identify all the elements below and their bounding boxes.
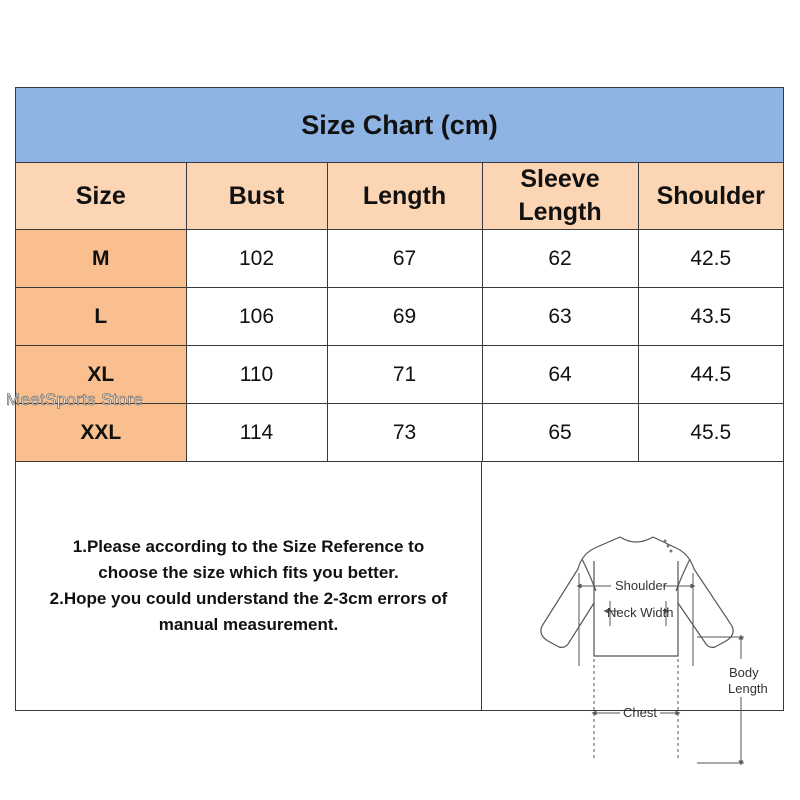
chart-title: Size Chart (cm)	[16, 88, 783, 163]
measurement-diagram	[482, 461, 783, 720]
header-shoulder: Shoulder	[638, 163, 783, 230]
diagram-label-chest: Chest	[623, 705, 657, 720]
header-sleeve-length	[482, 163, 638, 230]
size-cell: XL	[16, 346, 186, 404]
sleeve-cell: 63	[482, 288, 638, 346]
shoulder-cell: 45.5	[638, 404, 783, 462]
store-watermark: MeetSports Store	[6, 390, 144, 409]
note-line: 2.Hope you could understand the 2-3cm errors of	[49, 588, 448, 608]
bust-cell: 110	[186, 346, 327, 404]
table-row	[16, 404, 783, 462]
size-table	[16, 163, 783, 462]
length-cell: 67	[327, 230, 482, 288]
bust-cell: 102	[186, 230, 327, 288]
size-cell: M	[16, 230, 186, 288]
header-sleeve-line2: Length	[518, 198, 602, 226]
sleeve-cell: 64	[482, 346, 638, 404]
length-cell: 73	[327, 404, 482, 462]
diagram-label-neck-width: Neck Width	[607, 605, 674, 620]
notes-panel	[16, 461, 482, 710]
note-line: manual measurement.	[158, 614, 339, 634]
shoulder-cell: 44.5	[638, 346, 783, 404]
length-cell: 71	[327, 346, 482, 404]
shoulder-cell: 43.5	[638, 288, 783, 346]
diagram-label-shoulder: Shoulder	[615, 578, 668, 593]
bust-cell: 106	[186, 288, 327, 346]
header-bust: Bust	[186, 163, 327, 230]
shoulder-cell: 42.5	[638, 230, 783, 288]
size-cell: L	[16, 288, 186, 346]
sleeve-cell: 65	[482, 404, 638, 462]
shirt-outline-icon	[541, 537, 733, 656]
table-header-row	[16, 163, 783, 230]
length-cell: 69	[327, 288, 482, 346]
diagram-label-body-line2: Length	[728, 681, 768, 696]
header-sleeve-line1: Sleeve	[520, 165, 600, 193]
header-size: Size	[16, 163, 186, 230]
table-row	[16, 230, 783, 288]
note-line: choose the size which fits you better.	[98, 562, 399, 582]
note-line: 1.Please according to the Size Reference to	[72, 536, 425, 556]
shirt-diagram	[482, 461, 783, 720]
diagram-label-body-line1: Body	[729, 665, 759, 680]
sleeve-cell: 62	[482, 230, 638, 288]
bust-cell: 114	[186, 404, 327, 462]
header-length: Length	[327, 163, 482, 230]
size-cell: XXL	[16, 404, 186, 462]
table-row	[16, 288, 783, 346]
